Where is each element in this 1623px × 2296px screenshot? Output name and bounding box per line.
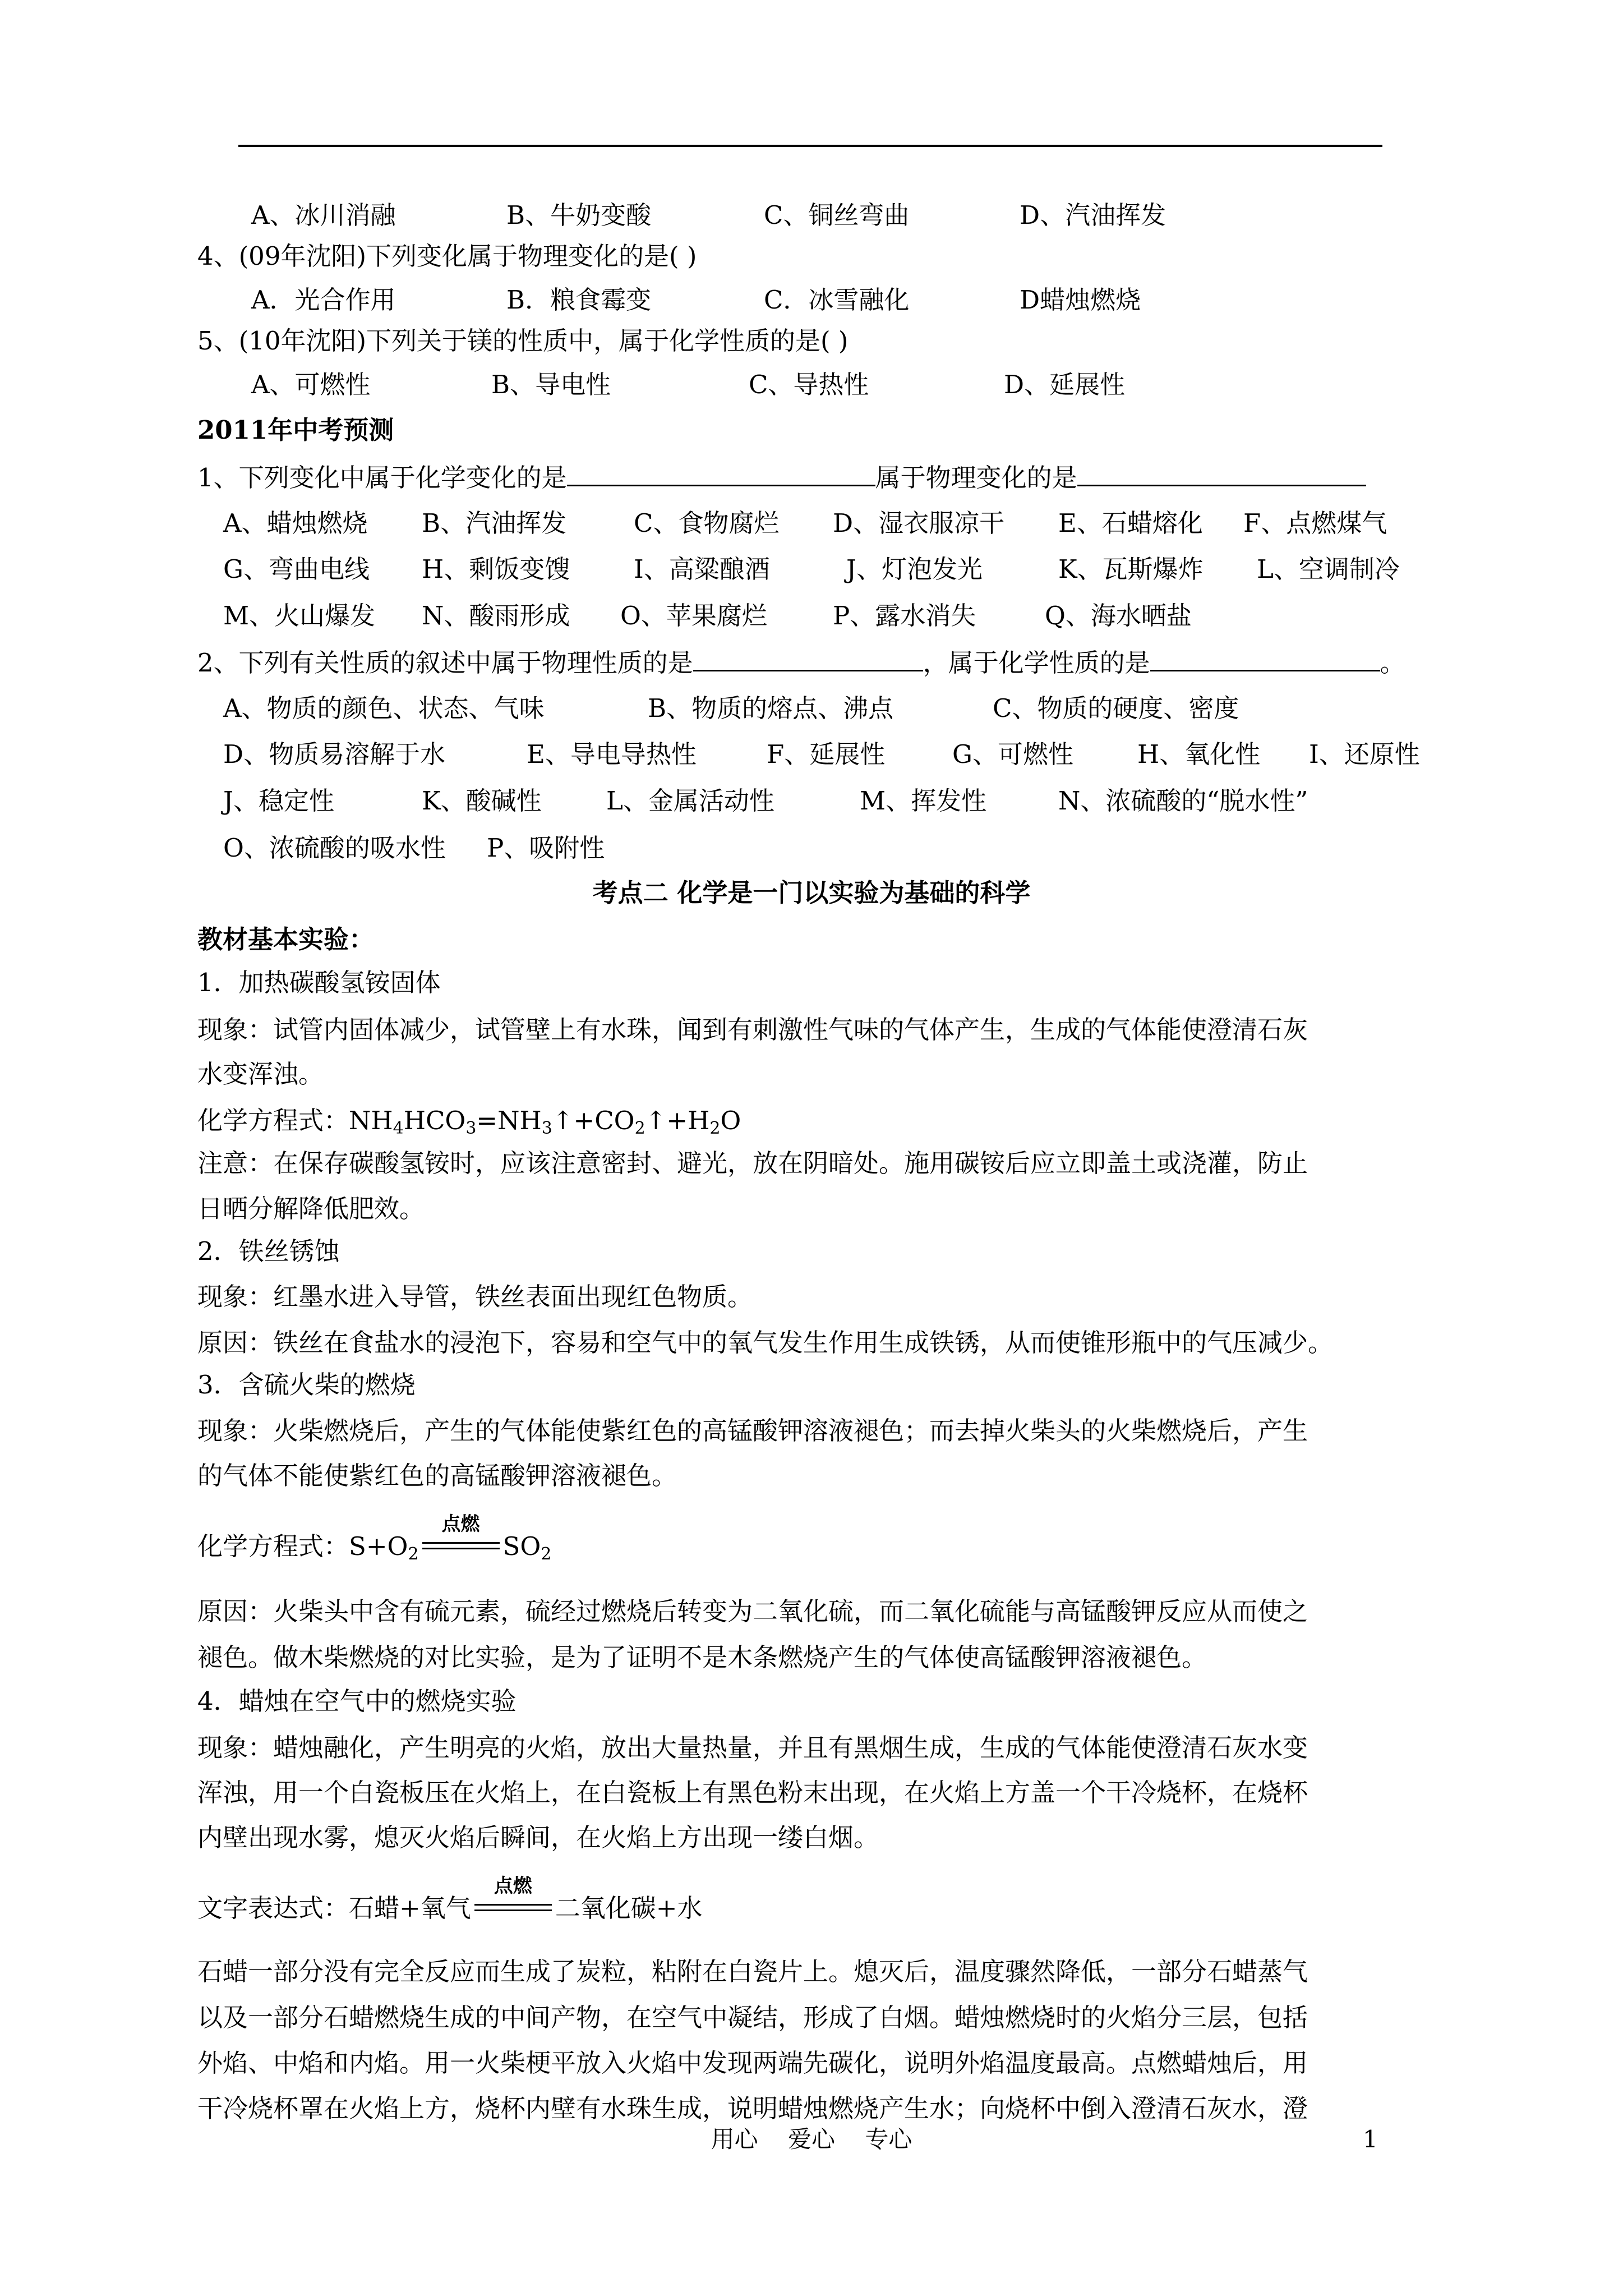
choice: B、汽油挥发 <box>422 508 567 538</box>
experiment-4-paragraph: 干冷烧杯罩在火焰上方，烧杯内壁有水珠生成，说明蜡烛燃烧产生水；向烧杯中倒入澄清石灰水，澄 <box>197 2093 1308 2123</box>
question-5-stem: 5、(10年沈阳)下列关于镁的性质中，属于化学性质的是( ) <box>197 326 849 356</box>
experiment-3-phenomenon: 现象：火柴燃烧后，产生的气体能使紫红色的高锰酸钾溶液褪色；而去掉火柴头的火柴燃烧后，产生 <box>197 1416 1308 1446</box>
choice: D、湿衣服凉干 <box>833 508 1005 538</box>
choice: N、酸雨形成 <box>422 601 570 631</box>
experiment-4-phenomenon: 现象：蜡烛融化，产生明亮的火焰，放出大量热量，并且有黑烟生成，生成的气体能使澄清石灰水变 <box>197 1733 1308 1763</box>
choice: K、酸碱性 <box>422 786 542 816</box>
option-d: D、延展性 <box>1004 370 1126 399</box>
option-a: A、冰川消融 <box>251 200 396 230</box>
option-c: C、导热性 <box>749 370 869 399</box>
question-4-options <box>0 283 1623 317</box>
choice: C、食物腐烂 <box>634 508 780 538</box>
forecast-q1-stem: 1、下列变化中属于化学变化的是 属于物理变化的是 <box>197 460 1366 494</box>
forecast-q1-row3 <box>0 599 1623 633</box>
choice: E、导电导热性 <box>527 739 697 769</box>
experiment-4-paragraph: 以及一部分石蜡燃烧生成的中间产物，在空气中凝结，形成了白烟。蜡烛燃烧时的火焰分三层，包括 <box>197 2003 1308 2032</box>
reaction-condition-sign: 点燃 <box>419 1530 503 1563</box>
experiment-1-title: 1．加热碳酸氢铵固体 <box>197 968 441 997</box>
option-a: A、可燃性 <box>251 370 371 399</box>
experiment-4-phenomenon: 浑浊，用一个白瓷板压在火焰上，在白瓷板上有黑色粉末出现，在火焰上方盖一个干冷烧杯，在烧杯 <box>197 1778 1308 1807</box>
option-d: D蜡烛燃烧 <box>1020 285 1141 315</box>
header-rule <box>238 145 1382 147</box>
footer-text: 用心 爱心 专心 <box>711 2125 912 2153</box>
answer-blank <box>1150 645 1380 671</box>
experiment-4-paragraph: 石蜡一部分没有完全反应而生成了炭粒，粘附在白瓷片上。熄灭后，温度骤然降低，一部分石蜡蒸气 <box>197 1957 1308 1986</box>
choice: K、瓦斯爆炸 <box>1058 554 1204 584</box>
experiment-1-note: 日晒分解降低肥效。 <box>197 1194 425 1223</box>
choice: O、苹果腐烂 <box>620 601 767 631</box>
experiment-3-phenomenon: 的气体不能使紫红色的高锰酸钾溶液褪色。 <box>197 1461 677 1490</box>
experiment-1-note: 注意：在保存碳酸氢铵时，应该注意密封、避光，放在阴暗处。施用碳铵后应立即盖土或浇灌，防止 <box>197 1148 1308 1178</box>
experiment-1-phenomenon: 水变浑浊。 <box>197 1059 324 1089</box>
forecast-q1-row1 <box>0 507 1623 540</box>
choice: J、稳定性 <box>223 786 335 816</box>
choice: F、点燃煤气 <box>1243 508 1387 538</box>
experiment-2-phenomenon: 现象：红墨水进入导管，铁丝表面出现红色物质。 <box>197 1282 753 1312</box>
choice: G、可燃性 <box>952 739 1073 769</box>
choice: G、弯曲电线 <box>223 554 370 584</box>
choice: L、空调制冷 <box>1257 554 1400 584</box>
option-b: B、导电性 <box>491 370 611 399</box>
option-a: A．光合作用 <box>251 285 396 315</box>
choice: A、物质的颜色、状态、气味 <box>223 693 545 723</box>
experiment-1-phenomenon: 现象：试管内固体减少，试管壁上有水珠，闻到有刺激性气味的气体产生，生成的气体能使澄清石灰 <box>197 1015 1308 1045</box>
answer-blank <box>567 460 875 486</box>
reaction-condition-sign: 点燃 <box>471 1892 555 1925</box>
chemical-equation: $S+O_2$ <box>349 1531 419 1564</box>
experiment-4-word-equation: 文字表达式：石蜡+氧气 点燃 二氧化碳+水 <box>197 1892 702 1925</box>
choice: J、灯泡发光 <box>846 554 983 584</box>
chemical-equation: $NH_4HCO_3=NH_3↑+CO_2↑+H_2O$ <box>349 1106 741 1138</box>
forecast-heading: 2011年中考预测 <box>197 415 394 445</box>
section-title: 考点二 化学是一门以实验为基础的科学 <box>592 878 1031 908</box>
experiment-3-title: 3．含硫火柴的燃烧 <box>197 1370 416 1400</box>
choice: P、吸附性 <box>487 833 605 863</box>
page-number: 1 <box>1363 2125 1378 2153</box>
choice: M、挥发性 <box>860 786 987 816</box>
choice: E、石蜡熔化 <box>1058 508 1203 538</box>
choice: I、还原性 <box>1309 739 1420 769</box>
choice: B、物质的熔点、沸点 <box>648 693 894 723</box>
forecast-q2-row3 <box>0 784 1623 818</box>
experiment-2-reason: 原因：铁丝在食盐水的浸泡下，容易和空气中的氧气发生作用生成铁锈，从而使锥形瓶中的气压减少。 <box>197 1328 1334 1358</box>
choice: F、延展性 <box>767 739 886 769</box>
experiment-3-equation: 化学方程式：$S+O_2$ 点燃 $SO_2$ <box>197 1513 552 1564</box>
answer-blank <box>1077 460 1366 486</box>
option-c: C．冰雪融化 <box>764 285 910 315</box>
forecast-q1-row2 <box>0 553 1623 586</box>
choice: H、剩饭变馊 <box>422 554 570 584</box>
experiment-3-reason: 原因：火柴头中含有硫元素，硫经过燃烧后转变为二氧化硫，而二氧化硫能与高锰酸钾反应从而使之 <box>197 1596 1308 1626</box>
choice: Q、海水晒盐 <box>1045 601 1192 631</box>
choice: C、物质的硬度、密度 <box>993 693 1239 723</box>
experiment-4-paragraph: 外焰、中焰和内焰。用一火柴梗平放入火焰中发现两端先碳化，说明外焰温度最高。点燃蜡烛后，用 <box>197 2048 1308 2078</box>
choice: N、浓硫酸的“脱水性” <box>1058 786 1308 816</box>
choice: L、金属活动性 <box>606 786 774 816</box>
forecast-q2-row1 <box>0 692 1623 725</box>
experiment-3-reason: 褪色。做木柴燃烧的对比实验，是为了证明不是木条燃烧产生的气体使高锰酸钾溶液褪色。 <box>197 1642 1207 1672</box>
forecast-q2-stem: 2、下列有关性质的叙述中属于物理性质的是 ，属于化学性质的是 。 <box>197 645 1405 679</box>
experiment-2-title: 2．铁丝锈蚀 <box>197 1236 340 1266</box>
experiment-4-phenomenon: 内壁出现水雾，熄灭火焰后瞬间，在火焰上方出现一缕白烟。 <box>197 1823 879 1852</box>
option-d: D、汽油挥发 <box>1020 200 1166 230</box>
choice: I、高粱酿酒 <box>634 554 770 584</box>
option-row-top <box>0 199 1623 232</box>
question-4-stem: 4、(09年沈阳)下列变化属于物理变化的是( ) <box>197 241 697 271</box>
option-b: B、牛奶变酸 <box>506 200 652 230</box>
experiment-1-equation: 化学方程式：$NH_4HCO_3=NH_3↑+CO_2↑+H_2O$ <box>197 1106 741 1138</box>
answer-blank <box>693 645 923 671</box>
choice: O、浓硫酸的吸水性 <box>223 833 446 863</box>
choice: M、火山爆发 <box>223 601 376 631</box>
experiment-4-title: 4．蜡烛在空气中的燃烧实验 <box>197 1686 517 1716</box>
choice: P、露水消失 <box>833 601 976 631</box>
section-subheading: 教材基本实验： <box>197 924 375 954</box>
choice: H、氧化性 <box>1137 739 1261 769</box>
option-b: B．粮食霉变 <box>506 285 652 315</box>
chemical-equation: $SO_2$ <box>502 1531 552 1564</box>
choice: A、蜡烛燃烧 <box>223 508 368 538</box>
option-c: C、铜丝弯曲 <box>764 200 910 230</box>
forecast-q2-row4 <box>0 831 1623 865</box>
forecast-q2-row2 <box>0 738 1623 771</box>
question-5-options <box>0 368 1623 402</box>
choice: D、物质易溶解于水 <box>223 739 446 769</box>
